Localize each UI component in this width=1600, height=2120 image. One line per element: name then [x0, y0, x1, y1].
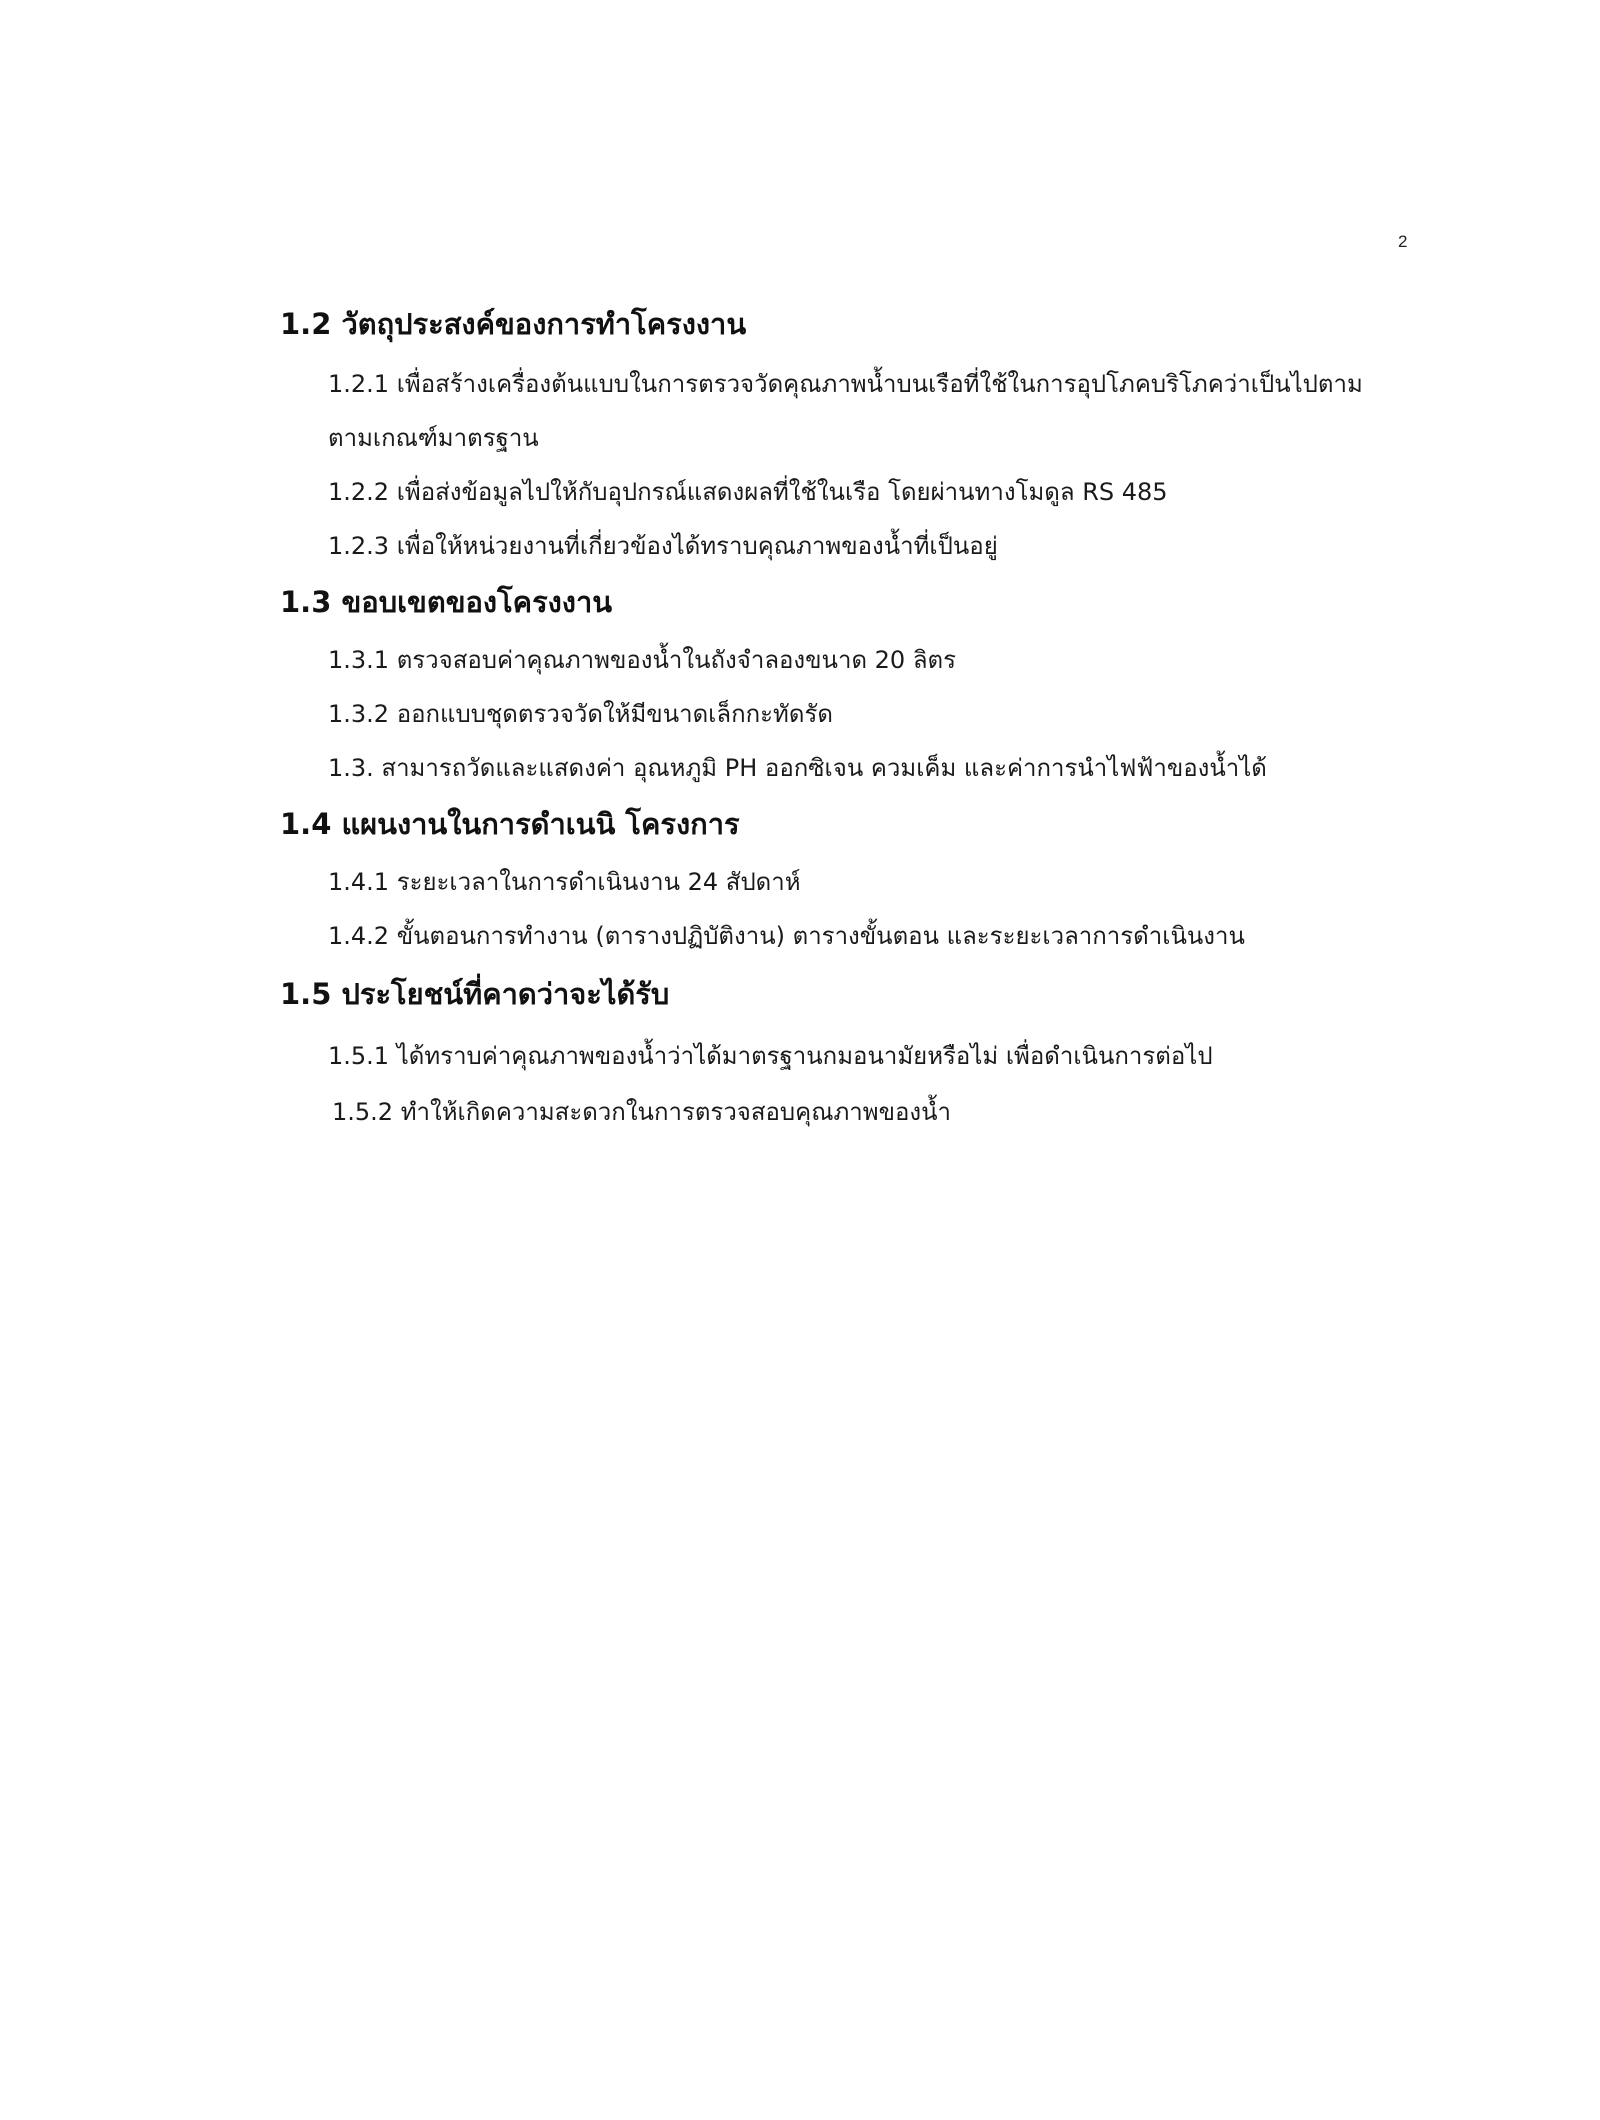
section-item: 1.2.2 เพื่อส่งข้อมูลไปให้กับอุปกรณ์แสดงผลที่ใช้ในเรือ โดยผ่านทางโมดูล RS 485: [328, 478, 1168, 506]
section-item: 1.2.3 เพื่อให้หน่วยงานที่เกี่ยวข้องได้ทราบคุณภาพของน้ำที่เป็นอยู่: [328, 532, 998, 560]
section-item: 1.4.2 ขั้นตอนการทำงาน (ตารางปฏิบัติงาน) ตารางขั้นตอน และระยะเวลาการดำเนินงาน: [328, 922, 1245, 950]
section-heading: 1.2 วัตถุประสงค์ของการทำโครงงาน: [280, 307, 747, 341]
section-item: ตามเกณฑ์มาตรฐาน: [328, 424, 539, 452]
section-heading: 1.5 ประโยชน์ที่คาดว่าจะได้รับ: [280, 977, 670, 1011]
page-number: 2: [1398, 232, 1408, 251]
section-heading: 1.4 แผนงานในการดำเนนิ โครงการ: [280, 807, 740, 841]
section-item: 1.2.1 เพื่อสร้างเครื่องต้นแบบในการตรวจวัดคุณภาพน้ำบนเรือที่ใช้ในการอุปโภคบริโภคว่าเป็นไปตาม: [328, 370, 1363, 398]
section-item: 1.3.2 ออกแบบชุดตรวจวัดให้มีขนาดเล็กกะทัดรัด: [328, 700, 833, 728]
section-item: 1.3. สามารถวัดและแสดงค่า อุณหภูมิ PH ออกซิเจน ควมเค็ม และค่าการนำไฟฟ้าของน้ำได้: [328, 754, 1267, 782]
section-item: 1.4.1 ระยะเวลาในการดำเนินงาน 24 สัปดาห์: [328, 868, 801, 896]
section-item: 1.5.2 ทำให้เกิดความสะดวกในการตรวจสอบคุณภาพของน้ำ: [332, 1098, 952, 1126]
section-item: 1.3.1 ตรวจสอบค่าคุณภาพของน้ำในถังจำลองขนาด 20 ลิตร: [328, 646, 957, 674]
section-item: 1.5.1 ได้ทราบค่าคุณภาพของน้ำว่าได้มาตรฐานกมอนามัยหรือไม่ เพื่อดำเนินการต่อไป: [328, 1042, 1213, 1070]
section-heading: 1.3 ขอบเขตของโครงงาน: [280, 585, 613, 619]
